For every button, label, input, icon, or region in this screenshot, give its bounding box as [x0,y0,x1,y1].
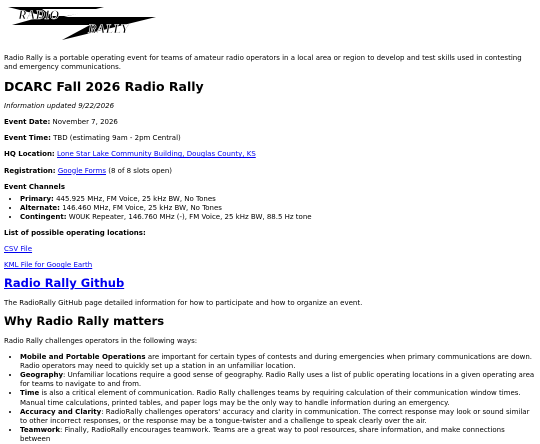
why-item-text: : RadioRally challenges operators' accuracy and clarity in communication. The correct response may look or sound similar to other incorrect responses, or the response may be a tongue-twister and a challenge to speak clearly over the air. [20,407,530,425]
why-item-label: Teamwork [20,425,60,434]
channel-text: W0UK Repeater, 146.760 MHz (-), FM Voice, 25 kHz BW, 88.5 Hz tone [68,212,312,221]
channel-label: Alternate: [20,203,60,212]
channel-item-alternate [20,204,536,213]
why-item-label: Time [20,389,40,398]
why-item-accuracy [20,408,536,426]
event-title: DCARC Fall 2026 Radio Rally [4,79,204,95]
why-list [4,353,536,444]
kml-file-link[interactable]: KML File for Google Earth [4,261,93,270]
logo-word-rally: RALLY [88,21,129,36]
channel-label: Primary: [20,194,54,203]
event-time-label: Event Time: [4,134,51,143]
channel-item-contingent [20,213,536,222]
channel-label: Contingent: [20,212,67,221]
event-date-line [4,118,536,127]
why-item-text: : Finally, RadioRally encourages teamwork. Teams are a great way to pool resources, share information, and make connections between [20,425,505,443]
hq-location-line [4,150,536,159]
github-description: The RadioRally GitHub page detailed information for how to participate and how to organize an event. [4,299,363,308]
channel-text: 445.925 MHz, FM Voice, 25 kHz BW, No Tones [56,194,216,203]
logo-word-radio: RADIO [18,7,60,22]
why-item-geography [20,371,536,389]
kml-link-line [4,261,536,270]
csv-file-link[interactable]: CSV File [4,245,33,254]
csv-link-line [4,245,536,254]
channel-text: 146.460 MHz, FM Voice, 25 kHz BW, No Tones [62,203,222,212]
why-intro: Radio Rally challenges operators in the following ways: [4,337,198,345]
why-item-text: is also a critical element of communication. Radio Rally challenges teams by requiring calculation of their communication window times. Manual time calculations, printed tables, and paper logs may be the only way to handle information during an emergency. [20,389,521,407]
hq-location-link[interactable]: Lone Star Lake Community Building, Douglas County, KS [56,150,256,159]
why-item-teamwork [20,426,536,444]
why-item-text: : Unfamiliar locations require a good sense of geography. Radio Rally uses a list of public operating locations in a given operating area for teams to navigate to and from. [20,371,535,389]
why-item-label: Geography [20,371,64,380]
event-date-value: November 7, 2026 [52,118,118,127]
hq-location-label: HQ Location: [4,150,55,159]
registration-label: Registration: [4,166,56,175]
channel-item-primary [20,195,536,204]
why-item-mobile [20,353,536,371]
why-heading: Why Radio Rally matters [4,314,165,329]
event-time-value: TBD (estimating 9am - 2pm Central) [53,134,181,143]
radio-rally-logo [4,3,164,43]
registration-line [4,167,536,176]
why-item-label: Mobile and Portable Operations [20,353,146,362]
github-link[interactable]: Radio Rally Github [4,276,125,291]
why-item-label: Accuracy and Clarity [20,407,102,416]
event-channels-list [4,195,536,222]
info-updated: Information updated 9/22/2026 [4,102,115,111]
event-date-label: Event Date: [4,118,51,127]
github-heading [4,277,536,291]
logo-graphic [4,3,164,43]
intro-paragraph: Radio Rally is a portable operating event for teams of amateur radio operators in a local area or region to develop and test skills used in contesting and emergency communications. [4,54,522,72]
event-time-line [4,134,536,143]
registration-link[interactable]: Google Forms [57,166,107,175]
event-channels-heading: Event Channels [4,182,65,191]
registration-note: (8 of 8 slots open) [108,166,173,175]
locations-heading: List of possible operating locations: [4,229,146,238]
why-item-text: are important for certain types of contests and during emergencies when primary communications are down. Radio operators may need to quickly set up a station in an unfamiliar location. [20,353,533,371]
